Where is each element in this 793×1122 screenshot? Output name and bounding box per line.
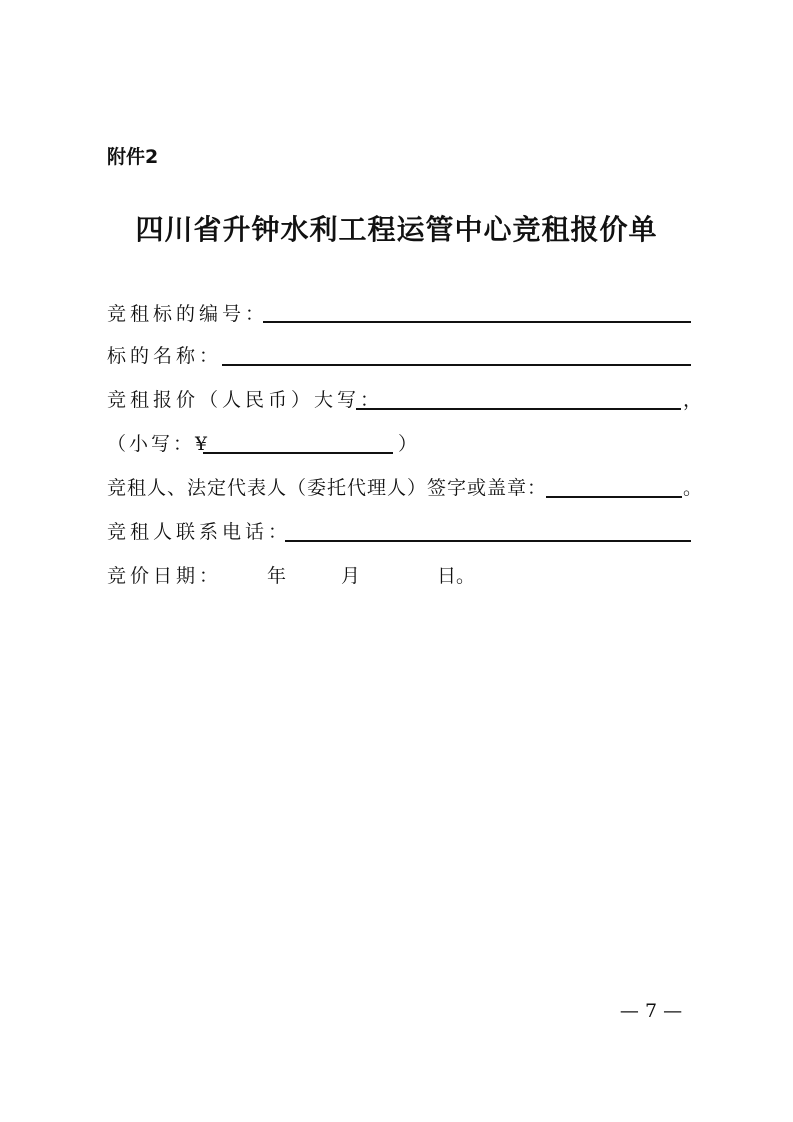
date-month: 月 <box>341 565 361 587</box>
bid-name-blank[interactable] <box>222 364 691 366</box>
page-number: — 7 — <box>619 1000 683 1022</box>
price-lower-blank[interactable] <box>203 452 393 454</box>
phone-blank[interactable] <box>285 540 691 542</box>
bid-name-label: 标的名称： <box>107 345 223 367</box>
price-upper-blank[interactable] <box>356 408 681 410</box>
signature-suffix: 。 <box>683 477 703 499</box>
date-label: 竞价日期： <box>107 565 223 587</box>
signature-label: 竞租人、法定代表人（委托代理人）签字或盖章： <box>107 477 548 499</box>
date-year: 年 <box>267 565 287 587</box>
price-lower-prefix: （小写：¥ <box>107 433 211 455</box>
price-lower-suffix: ） <box>398 433 418 455</box>
date-day: 日。 <box>437 565 476 587</box>
price-upper-label: 竞租报价（人民币）大写： <box>107 389 384 411</box>
bid-number-blank[interactable] <box>263 321 691 323</box>
document-title: 四川省升钟水利工程运管中心竞租报价单 <box>135 213 658 246</box>
attachment-label: 附件2 <box>107 146 159 168</box>
price-upper-suffix: ， <box>683 389 703 411</box>
signature-blank[interactable] <box>546 496 682 498</box>
bid-number-label: 竞租标的编号： <box>107 303 269 325</box>
phone-label: 竞租人联系电话： <box>107 521 292 543</box>
